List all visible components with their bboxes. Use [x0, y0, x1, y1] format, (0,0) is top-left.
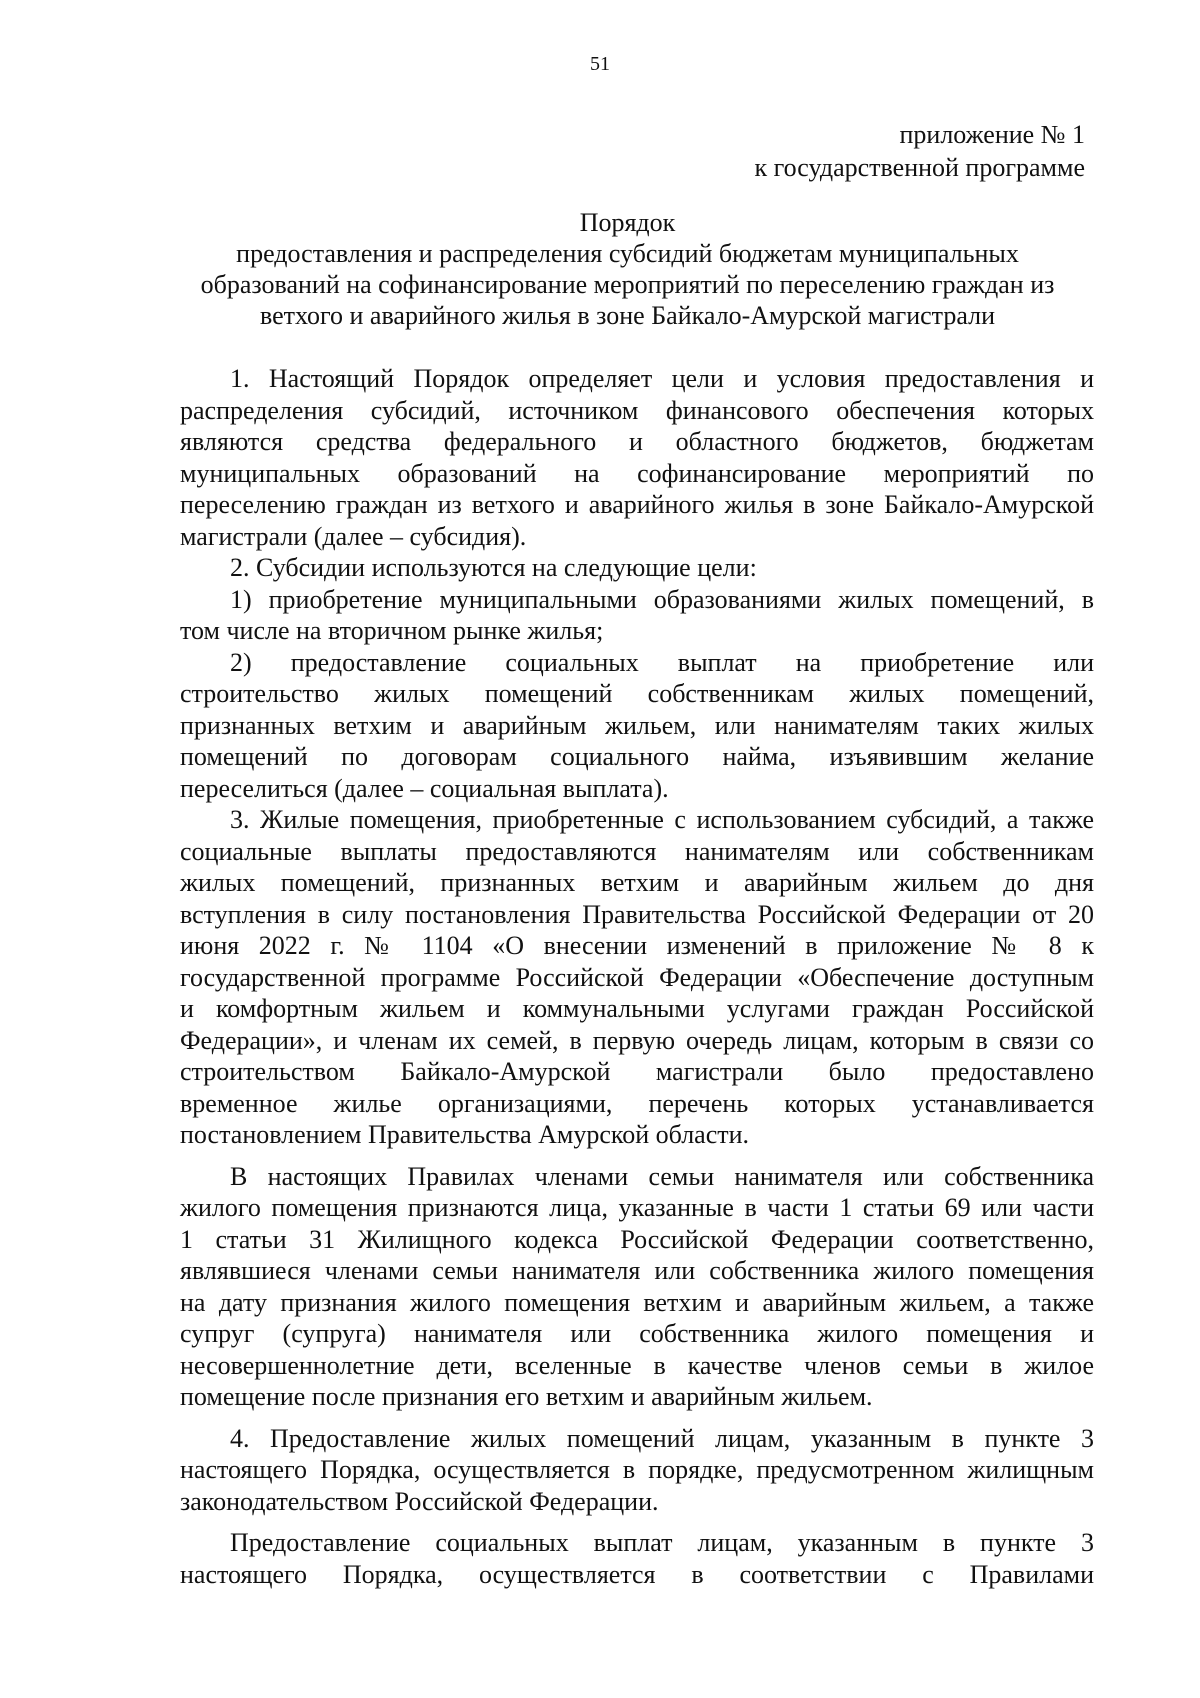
paragraph-line: распределения субсидий, источником финансового обеспечения которых [180, 395, 1094, 425]
paragraph-line: государственной программе Российской Федерации «Обеспечение доступным [180, 962, 1094, 992]
paragraph [180, 363, 1094, 552]
paragraph-line: жилого помещения признаются лица, указанные в части 1 статьи 69 или части [180, 1193, 1094, 1222]
paragraph-line: настоящего Порядка, осуществляется в порядке, предусмотренном жилищным [180, 1455, 1094, 1484]
paragraph-line: переселиться (далее – социальная выплата). [180, 773, 669, 803]
title-subtitle-line: предоставления и распределения субсидий бюджетам муниципальных [236, 239, 1019, 268]
title-subtitle-line: ветхого и аварийного жилья в зоне Байкало-Амурской магистрали [259, 301, 996, 330]
appendix-number: приложение № 1 [899, 120, 1085, 149]
paragraph-line: и комфортным жильем и коммунальными услугами граждан Российской [180, 994, 1094, 1023]
paragraph-line: переселению граждан из ветхого и аварийного жилья в зоне Байкало-Амурской [180, 490, 1094, 519]
document-body [180, 363, 1094, 1590]
paragraph-line: муниципальных образований на софинансирование мероприятий по [180, 458, 1094, 488]
paragraph-line: магистрали (далее – субсидия). [180, 521, 527, 551]
paragraph [180, 584, 1094, 647]
paragraph-line: строительством Байкало-Амурской магистрали было предоставлено [180, 1057, 1094, 1086]
document-title [160, 207, 1095, 331]
paragraph-line: супруг (супруга) нанимателя или собственника жилого помещения и [180, 1319, 1094, 1348]
paragraph-line: помещение после признания его ветхим и аварийным жильем. [180, 1382, 873, 1411]
paragraph-line: временное жилье организациями, перечень которых устанавливается [180, 1088, 1094, 1118]
paragraph-line: 1) приобретение муниципальными образованиями жилых помещений, в [230, 584, 1094, 614]
paragraph-line: строительство жилых помещений собственникам жилых помещений, [180, 679, 1094, 708]
paragraph-line: 1 статьи 31 Жилищного кодекса Российской Федерации соответственно, [180, 1224, 1094, 1254]
appendix-reference [755, 118, 1086, 184]
page-number: 51 [590, 53, 610, 75]
paragraph-line: законодательством Российской Федерации. [180, 1486, 659, 1516]
paragraph [180, 804, 1094, 1151]
title-subtitle-line: образований на софинансирование мероприятий по переселению граждан из [200, 270, 1055, 299]
paragraph [180, 552, 1094, 584]
paragraph-line: социальные выплаты предоставляются нанимателям или собственникам [180, 836, 1094, 866]
paragraph-line: жилых помещений, признанных ветхим и аварийным жильем до дня [180, 868, 1094, 897]
paragraph-line: июня 2022 г. № 1104 «О внесении изменений в приложение № 8 к [180, 931, 1094, 960]
paragraph-line: несовершеннолетние дети, вселенные в качестве членов семьи в жилое [180, 1350, 1094, 1380]
paragraph-line: признанных ветхим и аварийным жильем, или нанимателям таких жилых [180, 710, 1094, 740]
paragraph-line: на дату признания жилого помещения ветхим и аварийным жильем, а также [180, 1287, 1094, 1317]
paragraph-line: являются средства федерального и областного бюджетов, бюджетам [180, 427, 1094, 456]
paragraph [180, 1423, 1094, 1518]
paragraph-line: В настоящих Правилах членами семьи нанимателя или собственника [230, 1161, 1094, 1191]
paragraph-line: Федерации», и членам их семей, в первую очередь лицам, которым в связи со [180, 1025, 1094, 1055]
paragraph-line: 2. Субсидии используются на следующие цели: [230, 553, 757, 582]
paragraph-line: помещений по договорам социального найма, изъявившим желание [180, 742, 1094, 771]
paragraph [180, 1527, 1094, 1590]
paragraph-line: настоящего Порядка, осуществляется в соответствии с Правилами [180, 1559, 1094, 1589]
title-heading: Порядок [579, 208, 676, 237]
paragraph-line: 2) предоставление социальных выплат на приобретение или [230, 647, 1094, 677]
appendix-program: к государственной программе [754, 153, 1085, 182]
paragraph-line: являвшиеся членами семьи нанимателя или собственника жилого помещения [180, 1256, 1094, 1285]
paragraph-line: 1. Настоящий Порядок определяет цели и условия предоставления и [230, 364, 1094, 393]
paragraph-line: вступления в силу постановления Правительства Российской Федерации от 20 [180, 899, 1094, 929]
paragraph [180, 647, 1094, 805]
paragraph-line: постановлением Правительства Амурской области. [180, 1120, 750, 1149]
paragraph [180, 1161, 1094, 1413]
paragraph-line: том числе на вторичном рынке жилья; [180, 616, 604, 645]
paragraph-line: 4. Предоставление жилых помещений лицам, указанным в пункте 3 [230, 1423, 1094, 1453]
paragraph-line: 3. Жилые помещения, приобретенные с использованием субсидий, а также [230, 805, 1094, 834]
paragraph-line: Предоставление социальных выплат лицам, указанным в пункте 3 [230, 1528, 1094, 1557]
